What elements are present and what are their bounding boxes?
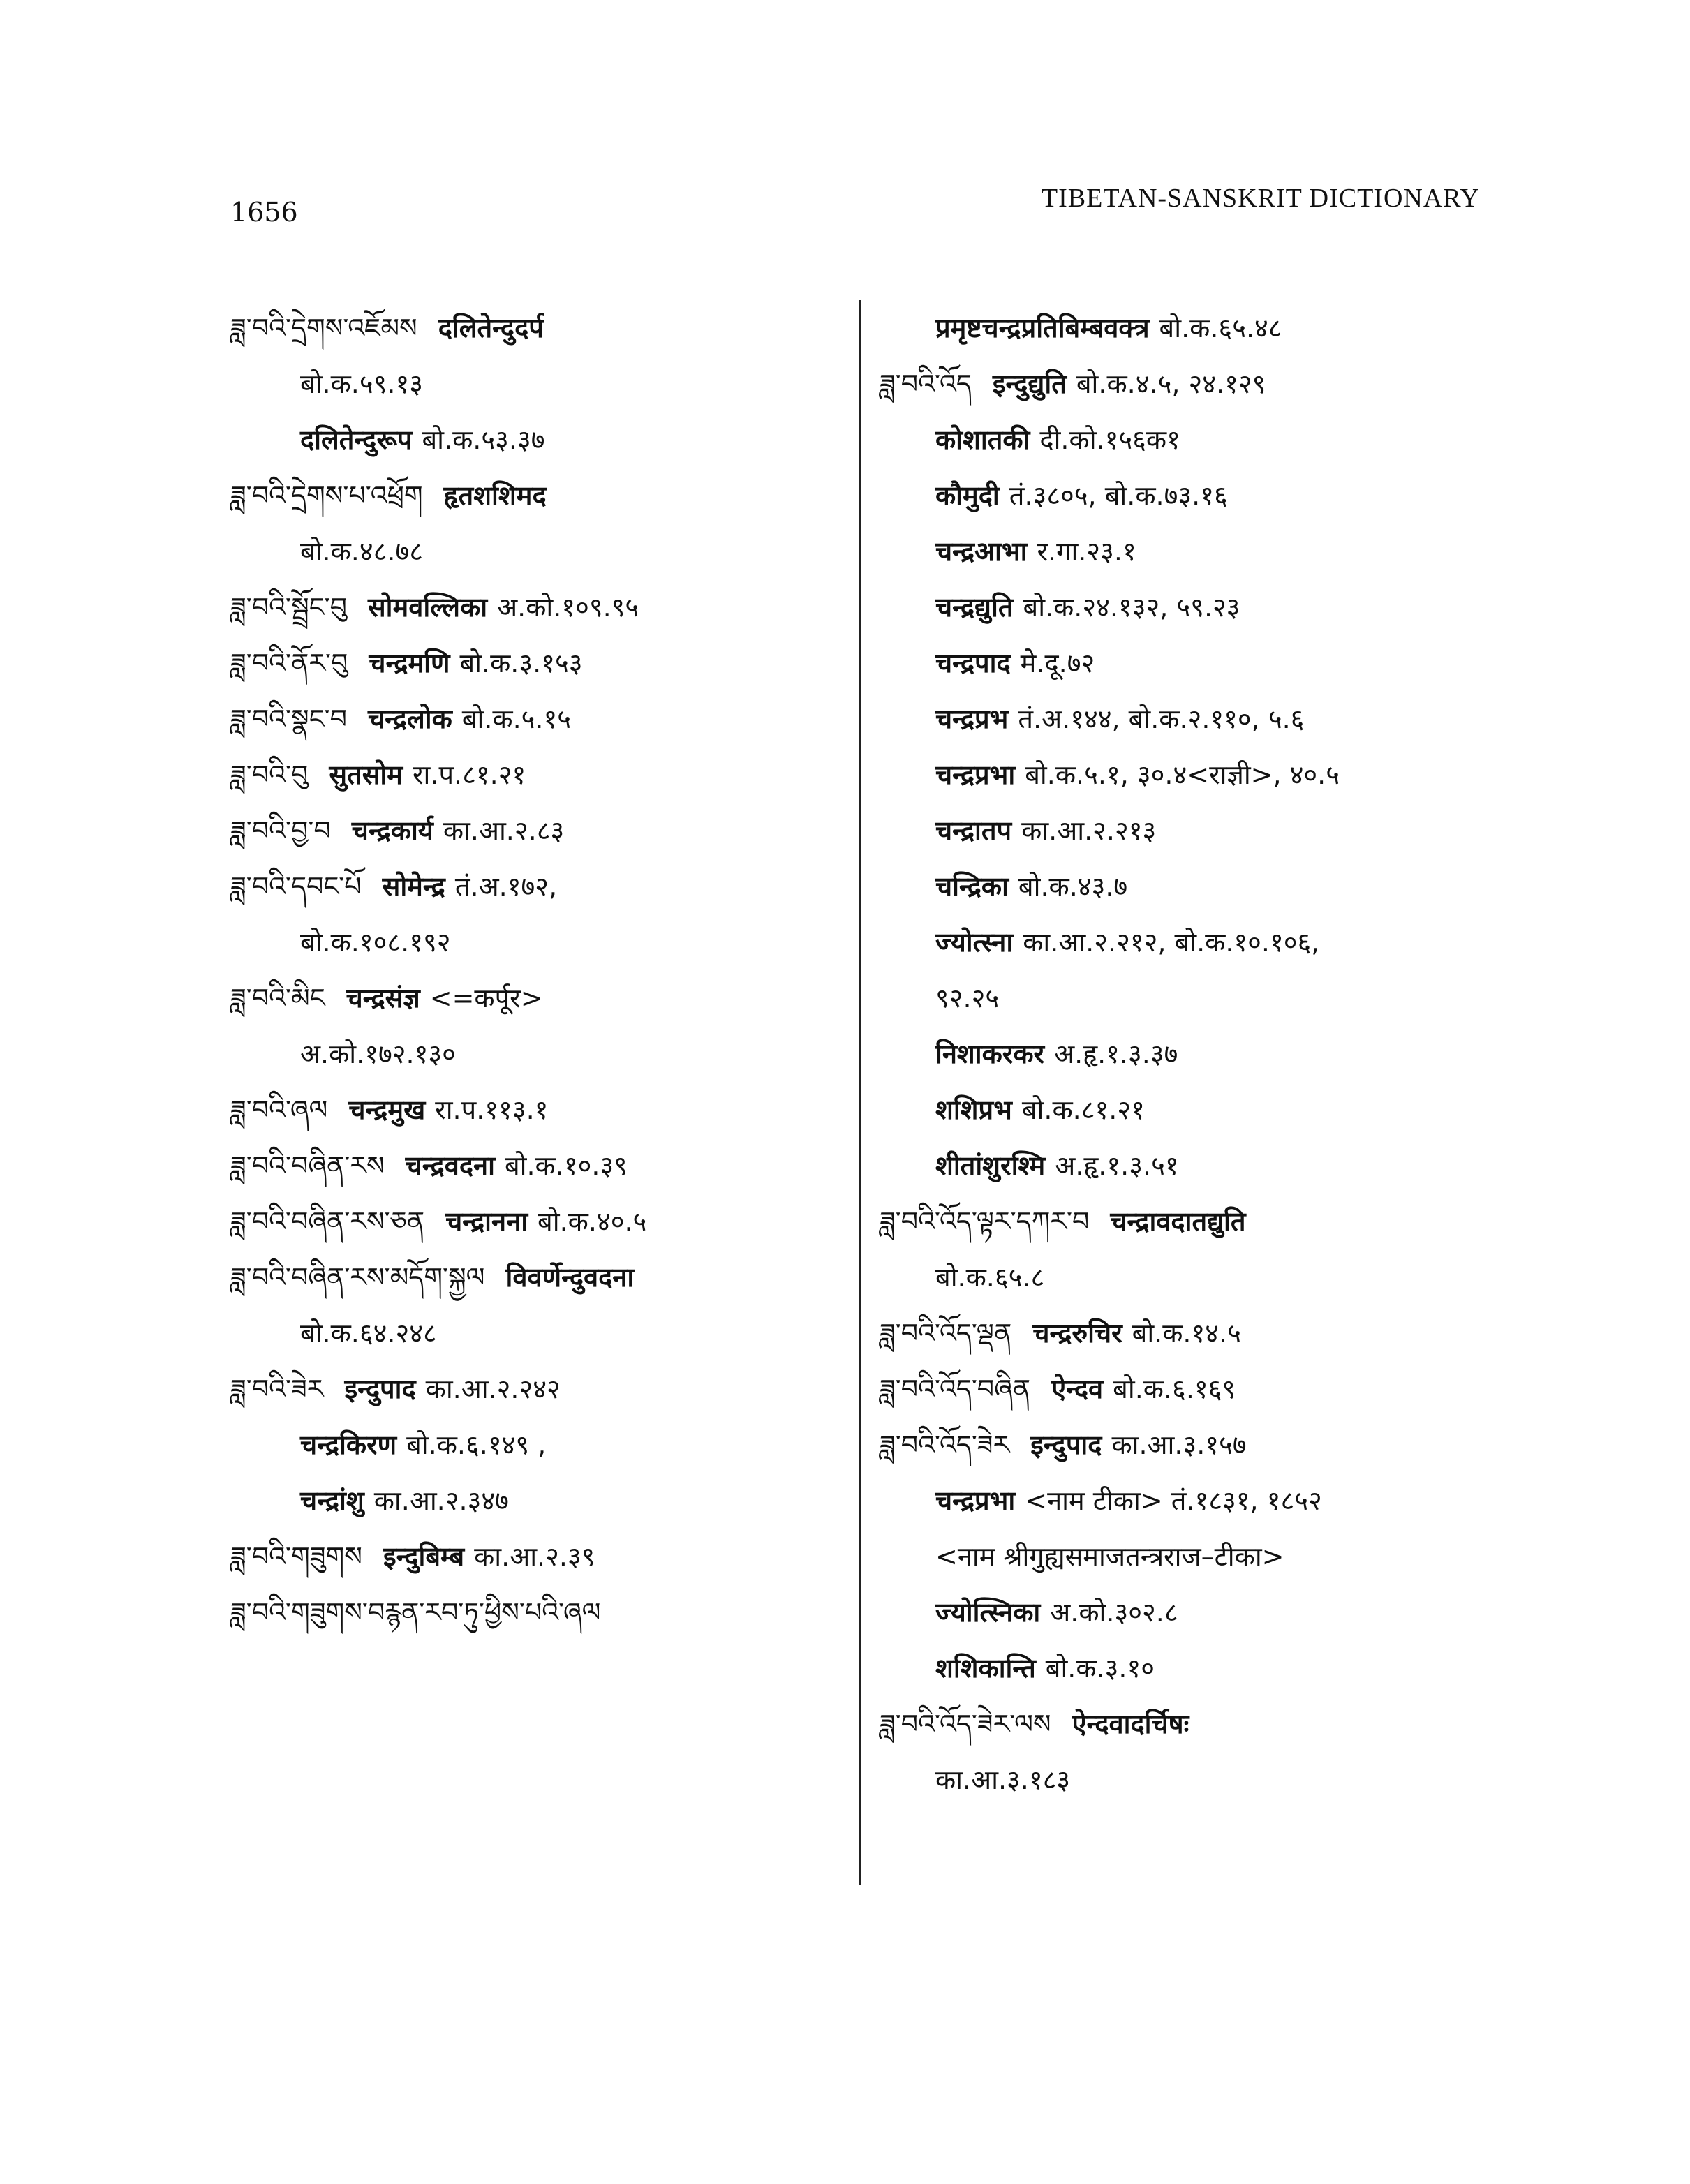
source-reference: बो.क.६५.८	[935, 1262, 1045, 1293]
sanskrit-term: शशिप्रभ	[935, 1094, 1012, 1125]
source-reference: बो.क.३.१५३	[459, 648, 583, 678]
source-reference: ९२.२५	[935, 983, 1000, 1013]
page-number: 1656	[230, 197, 298, 228]
dictionary-line	[880, 468, 1494, 523]
sanskrit-term: सोमवल्लिका	[367, 592, 488, 623]
source-reference: अ.को.३०२.८	[1050, 1597, 1178, 1628]
dictionary-line	[230, 1361, 859, 1417]
dictionary-line	[230, 1417, 859, 1473]
dictionary-line	[880, 300, 1494, 356]
dictionary-line	[880, 1361, 1494, 1417]
dictionary-line	[880, 970, 1494, 1026]
sanskrit-term: चन्द्ररुचिर	[1032, 1318, 1122, 1349]
source-reference: <=कर्पूर>	[429, 983, 543, 1013]
dictionary-line	[880, 914, 1494, 970]
tibetan-headword: ཟླ་བའི་སྣང་བ	[230, 704, 347, 734]
source-reference: अ.को.१७२.१३०	[300, 1039, 456, 1069]
dictionary-line	[230, 1305, 859, 1361]
sanskrit-term: चन्द्रिका	[935, 871, 1009, 902]
tibetan-headword: ཟླ་བའི་དྲེགས་པ་འཕྲོག	[230, 480, 423, 511]
tibetan-headword: ཟླ་བའི་བཞིན་རས་ཅན	[230, 1206, 425, 1237]
sanskrit-term: चन्द्रप्रभा	[935, 1485, 1016, 1516]
sanskrit-term: शीतांशुरश्मि	[935, 1150, 1046, 1181]
source-reference: रा.प.११३.१	[435, 1094, 549, 1125]
tibetan-headword: ཟླ་བའི་བཞིན་རས	[230, 1150, 385, 1181]
dictionary-line	[230, 970, 859, 1026]
source-reference: तं.अ.१४४, बो.क.२.११०, ५.६	[1018, 704, 1305, 734]
source-reference: बो.क.४.५, २४.१२९	[1076, 369, 1266, 399]
dictionary-line	[880, 859, 1494, 914]
dictionary-line	[230, 1473, 859, 1529]
dictionary-line	[230, 1249, 859, 1305]
tibetan-headword: ཟླ་བའི་སྦྲོང་བུ	[230, 592, 347, 623]
sanskrit-term: शशिकान्ति	[935, 1653, 1036, 1684]
dictionary-line	[880, 1194, 1494, 1249]
dictionary-line	[880, 691, 1494, 747]
dictionary-line	[880, 1138, 1494, 1194]
sanskrit-term: विवर्णेन्दुवदना	[505, 1262, 635, 1293]
source-reference: तं.अ.१७२,	[454, 871, 558, 902]
dictionary-line	[880, 579, 1494, 635]
sanskrit-term: चन्द्रलोक	[367, 704, 452, 734]
source-reference: रा.प.८१.२१	[413, 759, 526, 790]
source-reference: बो.क.५.१, ३०.४<राज्ञी>, ४०.५	[1025, 759, 1340, 790]
dictionary-line	[880, 747, 1494, 803]
source-reference: बो.क.५९.१३	[300, 369, 424, 399]
dictionary-line	[880, 1584, 1494, 1640]
dictionary-line	[230, 579, 859, 635]
dictionary-line	[230, 1082, 859, 1138]
sanskrit-term: प्रमृष्टचन्द्रप्रतिबिम्बवक्त्र	[935, 313, 1150, 343]
dictionary-line	[230, 468, 859, 523]
sanskrit-term: इन्दुबिम्ब	[383, 1541, 465, 1572]
sanskrit-term: चन्द्रमुख	[348, 1094, 426, 1125]
dictionary-line	[880, 1473, 1494, 1529]
source-reference: बो.क.८१.२१	[1021, 1094, 1145, 1125]
sanskrit-term: सोमेन्द्र	[382, 871, 445, 902]
sanskrit-term: चन्द्रमणि	[369, 648, 450, 678]
dictionary-line	[230, 691, 859, 747]
dictionary-line	[230, 523, 859, 579]
tibetan-headword: ཟླ་བའི་འོད་ལྟར་དཀར་བ	[880, 1206, 1090, 1237]
tibetan-headword: ཟླ་བའི་དབང་པོ	[230, 871, 362, 902]
source-reference: का.आ.२.२१३	[1021, 815, 1157, 846]
dictionary-line	[880, 635, 1494, 691]
tibetan-headword: ཟླ་བའི་འོད་བཞིན	[880, 1374, 1031, 1404]
dictionary-line	[230, 412, 859, 468]
tibetan-headword: ཟླ་བའི་འོད	[880, 369, 972, 399]
left-column	[230, 300, 859, 1640]
source-reference: <नाम टीका> तं.१८३१, १८५२	[1025, 1485, 1322, 1516]
sanskrit-term: चन्द्रावदातद्युति	[1110, 1206, 1246, 1237]
dictionary-line	[880, 1249, 1494, 1305]
dictionary-line	[880, 803, 1494, 859]
sanskrit-term: इन्दुपाद	[1030, 1429, 1102, 1460]
tibetan-headword: ཟླ་བའི་འོད་ཟེར་ལས	[880, 1709, 1051, 1739]
dictionary-line	[880, 523, 1494, 579]
source-reference: का.आ.२.२४२	[425, 1374, 561, 1404]
sanskrit-term: चन्द्रांशु	[300, 1485, 364, 1516]
dictionary-line	[880, 1696, 1494, 1752]
sanskrit-term: चन्द्रवदना	[405, 1150, 495, 1181]
sanskrit-term: चन्द्रसंज्ञ	[346, 983, 420, 1013]
source-reference: बो.क.१४.५	[1132, 1318, 1241, 1349]
source-reference: बो.क.६.१४९ ,	[406, 1429, 547, 1460]
dictionary-line	[880, 1752, 1494, 1808]
source-reference: बो.क.६५.४८	[1159, 313, 1282, 343]
source-reference: बो.क.३.१०	[1045, 1653, 1155, 1684]
sanskrit-term: चन्द्रकिरण	[300, 1429, 397, 1460]
dictionary-line	[230, 803, 859, 859]
sanskrit-term: सुतसोम	[329, 759, 403, 790]
dictionary-line	[880, 1082, 1494, 1138]
source-reference: बो.क.४०.५	[538, 1206, 647, 1237]
tibetan-headword: ཟླ་བའི་འོད་ཟེར	[880, 1429, 1010, 1460]
source-reference: का.आ.२.३९	[474, 1541, 595, 1572]
sanskrit-term: चन्द्रद्युति	[935, 592, 1014, 623]
dictionary-line	[230, 1529, 859, 1584]
source-reference: <नाम श्रीगुह्यसमाजतन्त्रराज–टीका>	[935, 1541, 1284, 1572]
dictionary-line	[880, 1640, 1494, 1696]
source-reference: बो.क.६.१६९	[1113, 1374, 1236, 1404]
sanskrit-term: इन्दुद्युति	[992, 369, 1067, 399]
tibetan-headword: ཟླ་བའི་འོད་ལྡན	[880, 1318, 1012, 1349]
dictionary-line	[230, 635, 859, 691]
sanskrit-term: ज्योत्स्निका	[935, 1597, 1041, 1628]
source-reference: अ.हृ.१.३.५१	[1055, 1150, 1179, 1181]
tibetan-headword: ཟླ་བའི་མིང	[230, 983, 325, 1013]
dictionary-line	[230, 1138, 859, 1194]
column-divider	[859, 300, 861, 1885]
dictionary-line	[880, 1026, 1494, 1082]
tibetan-headword: ཟླ་བའི་དྲེགས་འཇོམས	[230, 313, 417, 343]
tibetan-headword: ཟླ་བའི་གཟུགས	[230, 1541, 362, 1572]
tibetan-headword: ཟླ་བའི་ཟེར	[230, 1374, 324, 1404]
source-reference: का.आ.३.१५७	[1111, 1429, 1247, 1460]
source-reference: बो.क.५३.३७	[422, 424, 545, 455]
dictionary-line	[230, 300, 859, 356]
tibetan-headword: ཟླ་བའི་བུ	[230, 759, 309, 790]
sanskrit-term: निशाकरकर	[935, 1039, 1045, 1069]
dictionary-line	[230, 356, 859, 412]
source-reference: बो.क.४३.७	[1018, 871, 1128, 902]
source-reference: का.आ.२.८३	[443, 815, 565, 846]
source-reference: अ.हृ.१.३.३७	[1054, 1039, 1178, 1069]
source-reference: का.आ.२.२१२, बो.क.१०.१०६,	[1023, 927, 1320, 958]
dictionary-line	[230, 1584, 859, 1640]
source-reference: का.आ.२.३४७	[373, 1485, 509, 1516]
source-reference: दी.को.१५६क१	[1039, 424, 1180, 455]
sanskrit-term: इन्दुपाद	[344, 1374, 416, 1404]
dictionary-line	[230, 747, 859, 803]
sanskrit-term: चन्द्रप्रभ	[935, 704, 1009, 734]
sanskrit-term: चन्द्रानना	[445, 1206, 528, 1237]
source-reference: बो.क.२४.१३२, ५९.२३	[1023, 592, 1240, 623]
sanskrit-term: चन्द्रपाद	[935, 648, 1011, 678]
sanskrit-term: कोशातकी	[935, 424, 1030, 455]
sanskrit-term: चन्द्रकार्य	[351, 815, 433, 846]
dictionary-line	[880, 412, 1494, 468]
sanskrit-term: दलितेन्दुरूप	[300, 424, 413, 455]
dictionary-line	[880, 356, 1494, 412]
dictionary-line	[880, 1417, 1494, 1473]
tibetan-headword: ཟླ་བའི་ནོར་བུ	[230, 648, 348, 678]
source-reference: मे.दू.७२	[1020, 648, 1095, 678]
running-head: TIBETAN-SANSKRIT DICTIONARY	[1041, 184, 1480, 213]
tibetan-headword: ཟླ་བའི་བཞིན་རས་མདོག་སྐྱལ	[230, 1262, 485, 1293]
sanskrit-term: हृतशशिमद	[443, 480, 547, 511]
source-reference: बो.क.१०८.१९२	[300, 927, 451, 958]
source-reference: बो.क.५.१५	[461, 704, 572, 734]
source-reference: का.आ.३.१८३	[935, 1765, 1071, 1795]
source-reference: बो.क.६४.२४८	[300, 1318, 437, 1349]
source-reference: बो.क.४८.७८	[300, 536, 424, 567]
dictionary-line	[230, 1026, 859, 1082]
source-reference: र.गा.२३.१	[1037, 536, 1136, 567]
source-reference: बो.क.१०.३९	[504, 1150, 628, 1181]
sanskrit-term: दलितेन्दुदर्प	[438, 313, 544, 343]
tibetan-headword: ཟླ་བའི་བྱ་བ	[230, 815, 331, 846]
sanskrit-term: ऐन्दवादर्चिषः	[1072, 1709, 1189, 1739]
tibetan-headword: ཟླ་བའི་གཟུགས་བརྙན་རབ་ཏུ་ཕྱིས་པའི་ཞལ	[230, 1597, 601, 1628]
sanskrit-term: चन्द्रप्रभा	[935, 759, 1016, 790]
sanskrit-term: चन्द्रातप	[935, 815, 1012, 846]
source-reference: तं.३८०५, बो.क.७३.१६	[1009, 480, 1228, 511]
dictionary-line	[230, 914, 859, 970]
tibetan-headword: ཟླ་བའི་ཞལ	[230, 1094, 328, 1125]
dictionary-line	[230, 859, 859, 914]
sanskrit-term: कौमुदी	[935, 480, 1000, 511]
right-column	[880, 300, 1494, 1808]
sanskrit-term: ऐन्दव	[1051, 1374, 1104, 1404]
dictionary-line	[880, 1305, 1494, 1361]
sanskrit-term: चन्द्रआभा	[935, 536, 1028, 567]
source-reference: अ.को.१०९.९५	[497, 592, 639, 623]
sanskrit-term: ज्योत्स्ना	[935, 927, 1014, 958]
dictionary-line	[230, 1194, 859, 1249]
dictionary-line	[880, 1529, 1494, 1584]
